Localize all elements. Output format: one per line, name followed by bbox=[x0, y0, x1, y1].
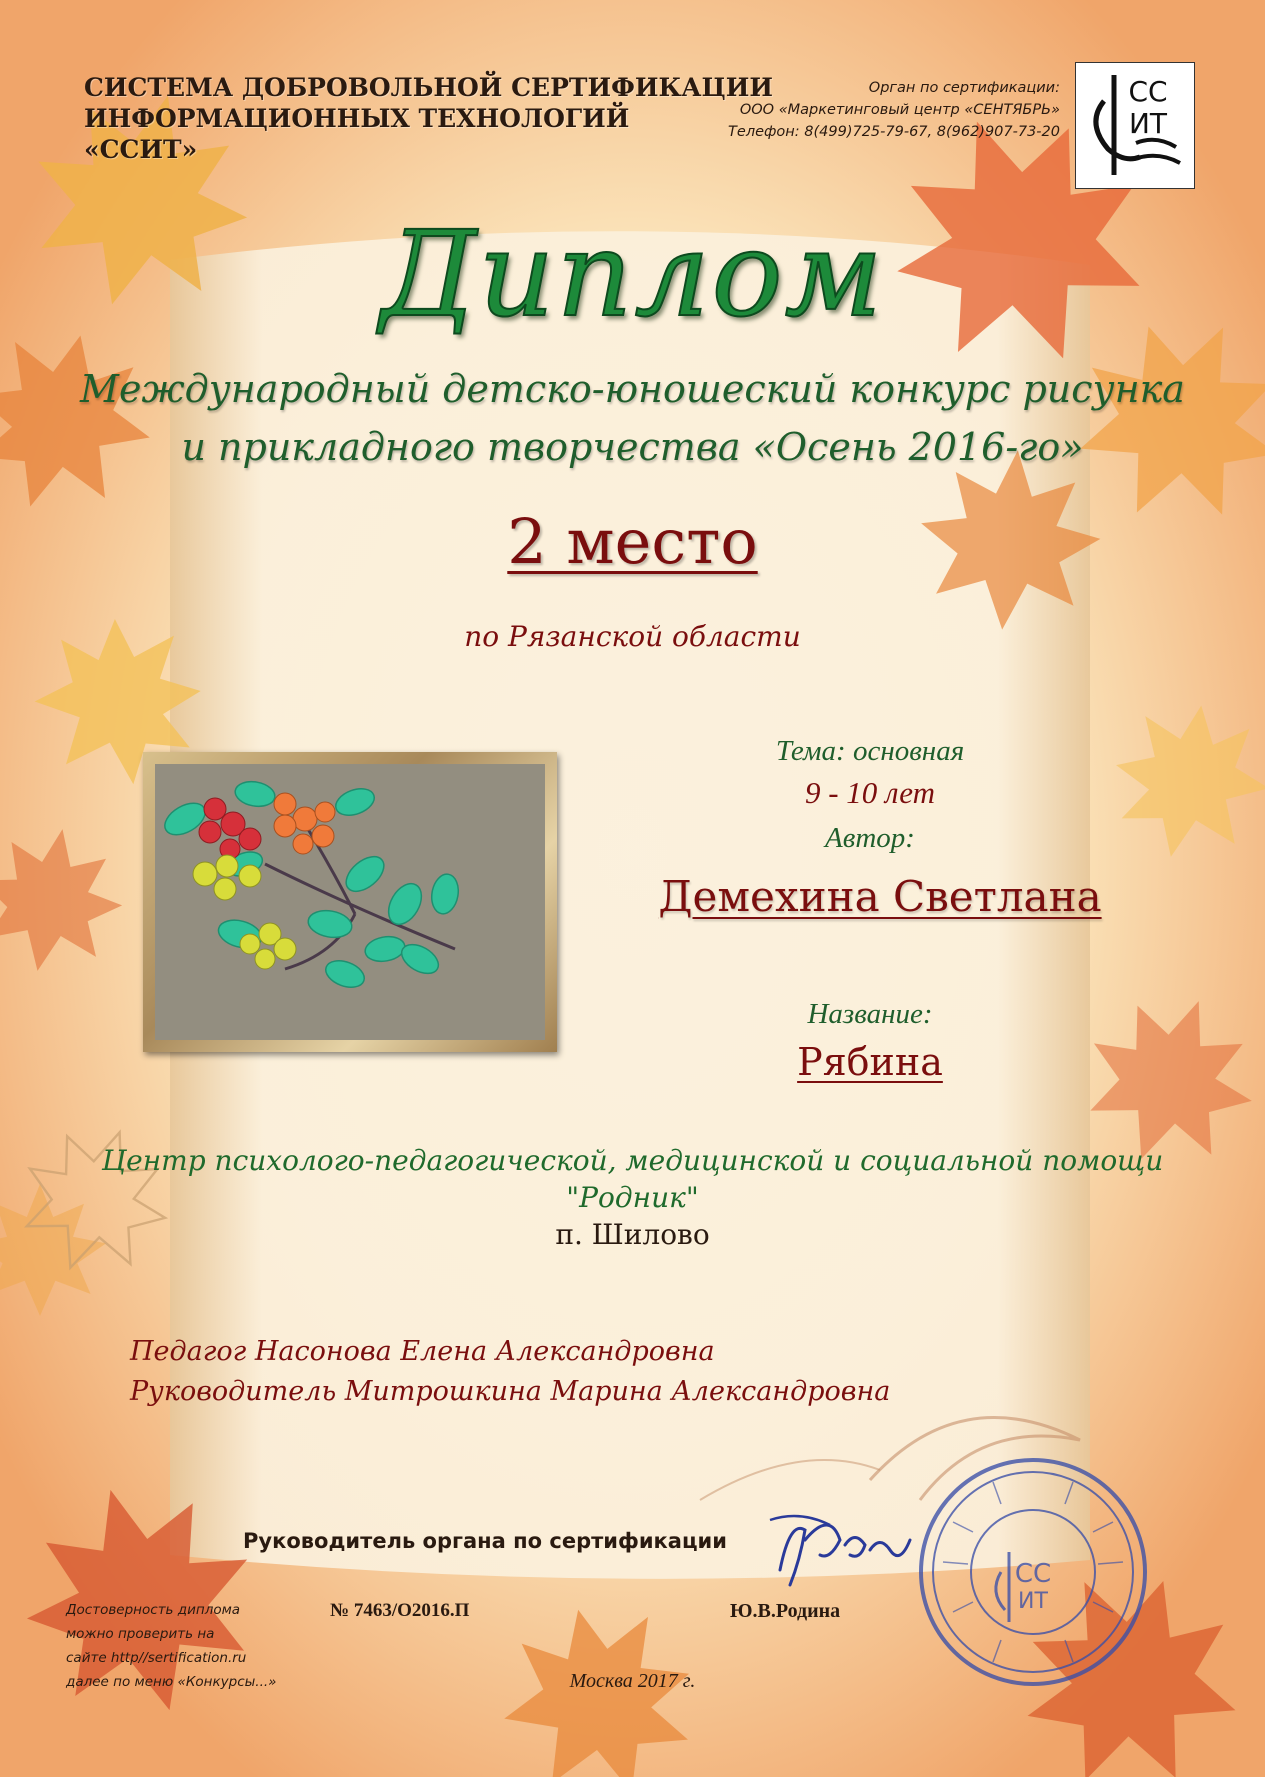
org-name: ООО «Маркетинговый центр «СЕНТЯБРЬ» bbox=[739, 102, 1060, 118]
verification-line4: далее по меню «Конкурсы...» bbox=[66, 1674, 277, 1690]
org-phone: Телефон: 8(499)725-79-67, 8(962)907-73-20 bbox=[728, 124, 1060, 140]
system-title-line1: СИСТЕМА ДОБРОВОЛЬНОЙ СЕРТИФИКАЦИИ bbox=[84, 73, 773, 102]
teacher-line: Педагог Насонова Елена Александровна bbox=[130, 1336, 715, 1367]
diploma-number: № 7463/O2016.П bbox=[330, 1600, 470, 1621]
supervisors-block bbox=[130, 1332, 1030, 1412]
author-label: Автор: bbox=[825, 822, 915, 854]
head-line: Руководитель Митрошкина Марина Александровна bbox=[130, 1376, 891, 1407]
institution-block bbox=[60, 1142, 1205, 1253]
institution-town: п. Шилово bbox=[555, 1218, 710, 1251]
author-name: Демехина Светлана bbox=[658, 872, 1102, 921]
diploma-title: Диплом bbox=[380, 205, 885, 343]
contest-name bbox=[30, 360, 1235, 476]
award-region: по Рязанской области bbox=[464, 620, 801, 653]
signer-name: Ю.В.Родина bbox=[730, 1600, 841, 1622]
award-place: 2 место bbox=[507, 505, 758, 578]
issue-place-year: Москва 2017 г. bbox=[569, 1670, 696, 1692]
system-title-line3: «ССИТ» bbox=[84, 135, 198, 164]
svg-text:СС: СС bbox=[1128, 75, 1168, 108]
work-title: Рябина bbox=[797, 1040, 943, 1084]
svg-text:ИТ: ИТ bbox=[1018, 1589, 1048, 1614]
org-label: Орган по сертификации: bbox=[868, 80, 1060, 96]
ssit-logo bbox=[1075, 62, 1195, 189]
svg-text:СС: СС bbox=[1014, 1559, 1052, 1589]
contest-line2: и прикладного творчества «Осень 2016-го» bbox=[181, 425, 1084, 469]
system-title-line2: ИНФОРМАЦИОННЫХ ТЕХНОЛОГИЙ bbox=[84, 104, 630, 133]
certification-seal bbox=[913, 1452, 1153, 1692]
entry-age-group: 9 - 10 лет bbox=[804, 775, 936, 810]
signature-image bbox=[760, 1500, 920, 1595]
verification-line1: Достоверность диплома bbox=[66, 1602, 241, 1618]
work-title-label: Название: bbox=[807, 998, 933, 1030]
rowan-berries-image bbox=[155, 764, 545, 1040]
contest-line1: Международный детско-юношеский конкурс рисунка bbox=[80, 367, 1185, 411]
artwork-photo bbox=[143, 752, 557, 1052]
certification-head-label: Руководитель органа по сертификации bbox=[243, 1529, 727, 1553]
verification-line2: можно проверить на bbox=[66, 1626, 215, 1642]
svg-text:ИТ: ИТ bbox=[1128, 107, 1168, 140]
verification-line3: сайте http//sertification.ru bbox=[66, 1650, 247, 1666]
entry-theme: Тема: основная bbox=[775, 735, 965, 767]
certification-body-info bbox=[640, 77, 1060, 143]
institution-short-name: "Родник" bbox=[566, 1181, 699, 1214]
institution-name: Центр психолого-педагогической, медицинской и социальной помощи bbox=[101, 1144, 1164, 1177]
